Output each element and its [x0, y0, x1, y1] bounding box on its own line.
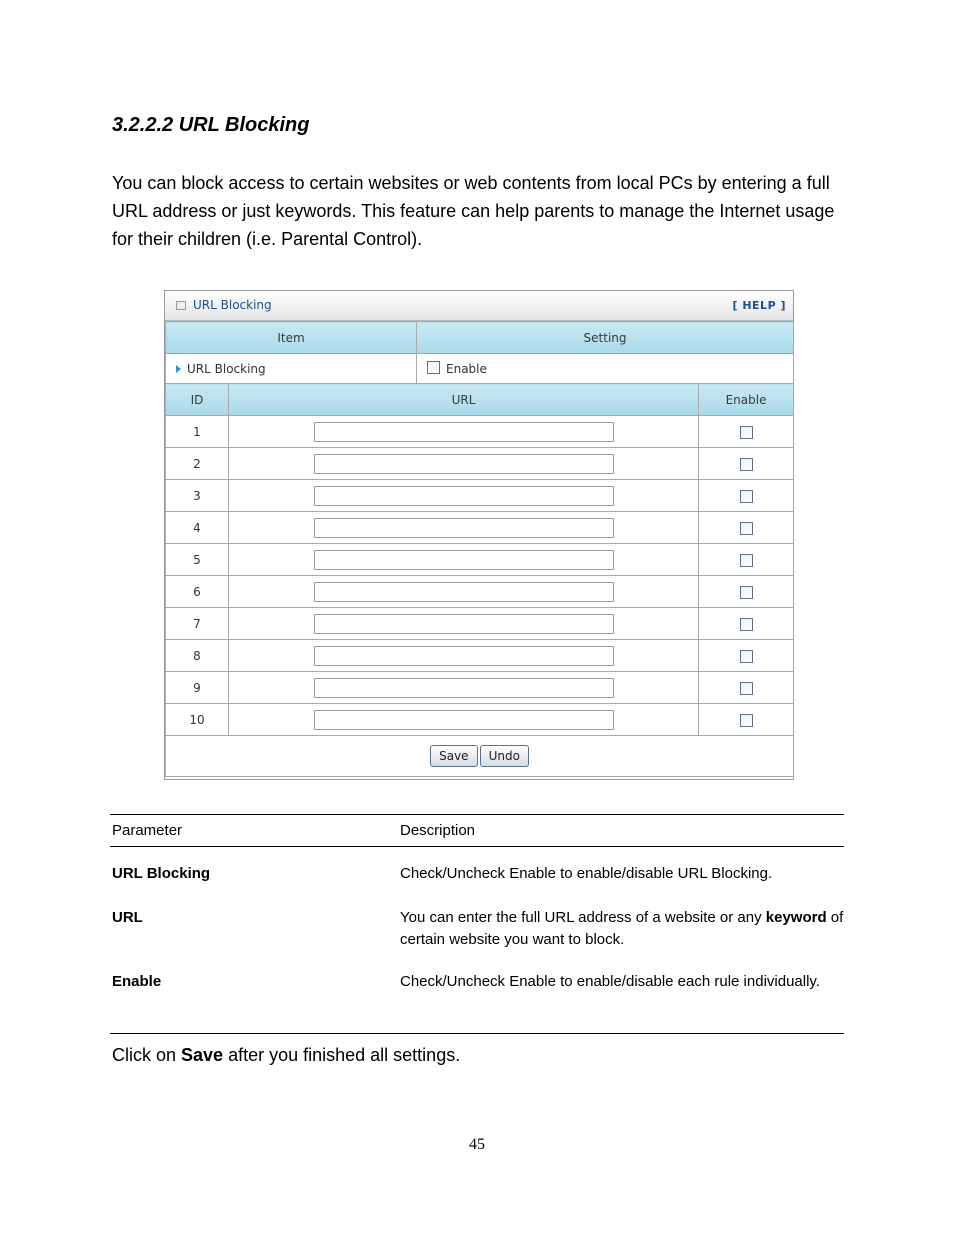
rule-id: 5: [166, 544, 229, 576]
param-name: URL Blocking: [112, 865, 211, 882]
col-header-id: ID: [166, 384, 229, 416]
url-input[interactable]: [314, 422, 614, 442]
table-row: [166, 512, 794, 544]
rule-url-cell: [229, 672, 699, 704]
rule-enable-checkbox[interactable]: [740, 650, 753, 663]
url-input[interactable]: [314, 454, 614, 474]
table-row: [166, 416, 794, 448]
rule-enable-checkbox[interactable]: [740, 458, 753, 471]
table-row: [166, 608, 794, 640]
rule-enable-cell: [699, 672, 794, 704]
url-input[interactable]: [314, 614, 614, 634]
param-desc-text: of certain website you want to block.: [400, 909, 844, 948]
table-row: [166, 576, 794, 608]
rule-enable-checkbox[interactable]: [740, 682, 753, 695]
button-bar: [166, 736, 794, 777]
rule-url-cell: [229, 640, 699, 672]
parameter-header: [110, 815, 844, 846]
rule-enable-checkbox[interactable]: [740, 554, 753, 567]
url-input[interactable]: [314, 518, 614, 538]
param-desc: Check/Uncheck Enable to enable/disable URL Blocking.: [400, 865, 773, 882]
rule-url-cell: [229, 512, 699, 544]
rule-enable-cell: [699, 640, 794, 672]
intro-paragraph: You can block access to certain websites or web contents from local PCs by entering a full URL address or just keywords. This feature can help parents to manage the Internet usage for their children (i.e. Parental Control).: [112, 173, 835, 249]
url-input[interactable]: [314, 646, 614, 666]
table-row: [166, 448, 794, 480]
rule-id: 7: [166, 608, 229, 640]
rule-enable-checkbox[interactable]: [740, 522, 753, 535]
url-blocking-panel: [164, 290, 794, 780]
closing-instruction: [112, 1045, 460, 1066]
rule-id: 2: [166, 448, 229, 480]
parameter-table: [110, 814, 844, 1034]
rule-id: 1: [166, 416, 229, 448]
col-header-setting: Setting: [417, 322, 794, 354]
item-url-blocking-label: URL Blocking: [187, 361, 266, 376]
rule-enable-checkbox[interactable]: [740, 714, 753, 727]
rule-id: 8: [166, 640, 229, 672]
enable-label: Enable: [446, 362, 487, 376]
rule-id: 6: [166, 576, 229, 608]
closing-text: Click on: [112, 1045, 182, 1065]
rule-enable-cell: [699, 544, 794, 576]
rule-enable-cell: [699, 480, 794, 512]
rule-url-cell: [229, 544, 699, 576]
url-input[interactable]: [314, 486, 614, 506]
param-desc-keyword: keyword: [765, 909, 827, 926]
rule-enable-cell: [699, 416, 794, 448]
param-row: [110, 957, 844, 1002]
table-row: [166, 672, 794, 704]
panel-box-icon: [176, 301, 186, 310]
param-row: [110, 847, 844, 891]
rule-enable-cell: [699, 512, 794, 544]
col-header-item: Item: [166, 322, 417, 354]
rule-enable-cell: [699, 448, 794, 480]
panel-title: URL Blocking: [193, 298, 272, 312]
param-desc: Check/Uncheck Enable to enable/disable each rule individually.: [400, 973, 820, 990]
col-header-url: URL: [229, 384, 699, 416]
rule-url-cell: [229, 608, 699, 640]
table-rule-bottom: [110, 1033, 844, 1034]
rule-enable-cell: [699, 704, 794, 736]
rule-url-cell: [229, 448, 699, 480]
rule-id: 4: [166, 512, 229, 544]
rule-enable-checkbox[interactable]: [740, 490, 753, 503]
url-input[interactable]: [314, 710, 614, 730]
table-row: [166, 640, 794, 672]
url-input[interactable]: [314, 582, 614, 602]
section-title: 3.2.2.2 URL Blocking: [112, 114, 310, 136]
page-number: 45: [469, 1136, 485, 1153]
header-description: Description: [400, 822, 476, 839]
param-desc: [400, 907, 845, 951]
settings-table: [165, 321, 794, 777]
undo-button[interactable]: Undo: [480, 745, 529, 767]
param-name: Enable: [112, 973, 162, 990]
setting-enable: [417, 354, 794, 384]
col-header-enable: Enable: [699, 384, 794, 416]
table-row: [166, 480, 794, 512]
help-link[interactable]: [ HELP ]: [732, 299, 786, 312]
save-button[interactable]: Save: [430, 745, 477, 767]
rule-enable-checkbox[interactable]: [740, 618, 753, 631]
closing-save-word: Save: [181, 1045, 224, 1065]
table-row: [166, 544, 794, 576]
rule-enable-cell: [699, 608, 794, 640]
arrow-right-icon: [176, 365, 181, 373]
rule-url-cell: [229, 416, 699, 448]
closing-text: after you finished all settings.: [223, 1045, 461, 1065]
table-row: [166, 704, 794, 736]
param-desc-text: You can enter the full URL address of a website or any: [400, 909, 766, 926]
url-input[interactable]: [314, 550, 614, 570]
rule-enable-cell: [699, 576, 794, 608]
param-name: URL: [112, 909, 143, 926]
url-blocking-enable-checkbox[interactable]: [427, 361, 440, 374]
param-row: [110, 891, 844, 957]
rule-enable-checkbox[interactable]: [740, 586, 753, 599]
panel-header: [165, 291, 793, 321]
rule-enable-checkbox[interactable]: [740, 426, 753, 439]
rule-url-cell: [229, 576, 699, 608]
header-parameter: Parameter: [112, 822, 183, 839]
item-url-blocking: [166, 354, 417, 384]
rule-id: 3: [166, 480, 229, 512]
rule-id: 10: [166, 704, 229, 736]
rule-url-cell: [229, 480, 699, 512]
url-input[interactable]: [314, 678, 614, 698]
rule-id: 9: [166, 672, 229, 704]
rule-url-cell: [229, 704, 699, 736]
